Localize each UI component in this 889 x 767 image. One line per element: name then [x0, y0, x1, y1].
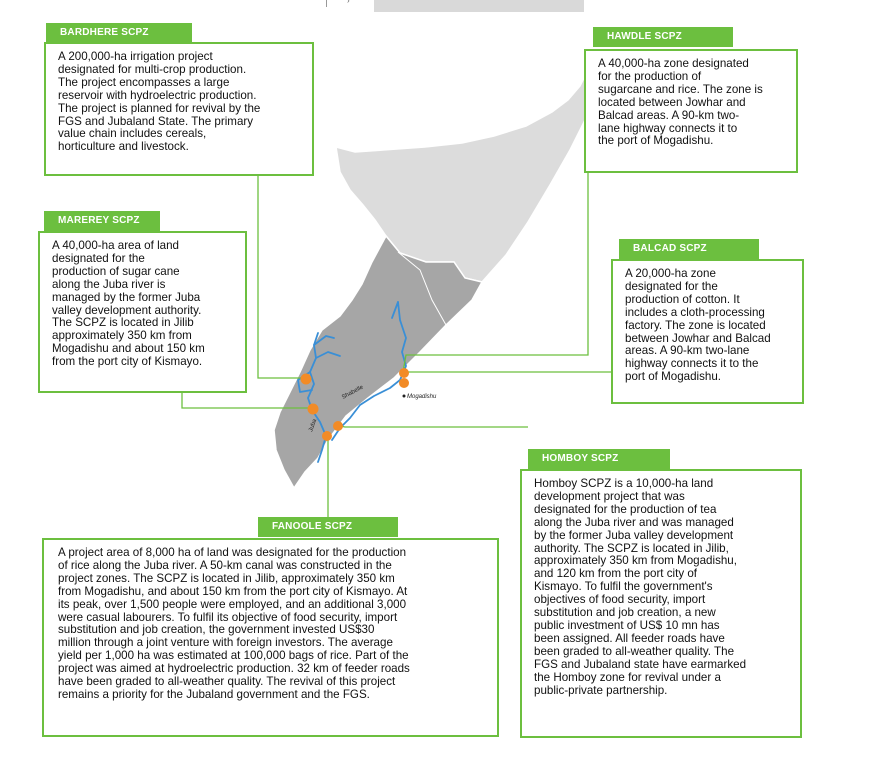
- map-region-south: [274, 236, 482, 488]
- marerey-title: MAREREY SCPZ: [44, 211, 160, 231]
- hawdle-title: HAWDLE SCPZ: [593, 27, 733, 47]
- marker-fanoole[interactable]: [322, 431, 332, 441]
- juba-label: Juba: [308, 418, 319, 433]
- mogadishu-dot: [403, 395, 406, 398]
- fanoole-box: A project area of 8,000 ha of land was designated for the production of rice along the Juba river. A 50-km canal was constructed in the project zones. The SCPZ is located in Jilib, approximately 350 km from Mogadishu, and about 150 km from the port city of Kismayo. At its peak, over 1,500 people were employed, and an additional 3,000 were casual labourers. To fulfil its objective of food security, import substitution and job creation, the government invested US$30 million through a joint venture with foreign investors. The average yield per 1,000 ha was estimated at 100,000 bags of rice. Part of the project was aimed at hydroelectric production. 32 km of feeder roads have been graded to all-weather quality. The revival of this project remains a priority for the Jubaland government and the FGS.: [42, 538, 499, 737]
- hawdle-box: A 40,000-ha zone designated for the production of sugarcane and rice. The zone is located between Jowhar and Balcad areas. A 90-km two- lane highway connects it to the port of Mogadishu.: [584, 49, 798, 173]
- balcad-title: BALCAD SCPZ: [619, 239, 759, 259]
- homboy-title: HOMBOY SCPZ: [528, 449, 670, 469]
- balcad-box: A 20,000-ha zone designated for the production of cotton. It includes a cloth-processing factory. The zone is located between Jowhar and Balcad areas. A 90-km two-lane highway connects it to the port of Mogadishu.: [611, 259, 804, 404]
- marker-homboy[interactable]: [333, 421, 343, 431]
- connector-homboy: [340, 426, 528, 427]
- fanoole-title: FANOOLE SCPZ: [258, 517, 398, 537]
- mogadishu-label: Mogadishu: [407, 394, 437, 400]
- toolbar-glyph-icon: ›: [347, 0, 350, 5]
- marerey-box: A 40,000-ha area of land designated for the production of sugar cane along the Juba river is managed by the former Juba valley development authority. The SCPZ is located in Jilib approximately 350 km from Mogadishu and about 150 km from the port city of Kismayo.: [38, 231, 247, 393]
- shabelle-label: Shabelle: [341, 384, 365, 401]
- marker-hawdle[interactable]: [399, 368, 409, 378]
- connector-bardhere: [258, 175, 305, 378]
- bardhere-title: BARDHERE SCPZ: [46, 23, 192, 43]
- homboy-box: Homboy SCPZ is a 10,000-ha land development project that was designated for the production of tea along the Juba river and was managed by the former Juba valley development authority. The SCPZ is located in Jilib, approximately 350 km from Mogadishu, and 120 km from the port city of Kismayo. To fulfil the government's objectives of food security, import substitution and job creation, a new public investment of US$ 10 mn has been assigned. All feeder roads have been graded to all-weather quality. The FGS and Jubaland state have earmarked the Homboy zone for revival under a public-private partnership.: [520, 469, 802, 738]
- marker-balcad[interactable]: [399, 378, 409, 388]
- marker-bardhere[interactable]: [301, 374, 312, 385]
- map-region-north: [336, 54, 598, 282]
- bardhere-box: A 200,000-ha irrigation project designated for multi-crop production. The project encompasses a large reservoir with hydroelectric production. The project is planned for revival by the FGS and Jubaland State. The primary value chain includes cereals, horticulture and livestock.: [44, 42, 314, 176]
- marker-marerey[interactable]: [308, 404, 319, 415]
